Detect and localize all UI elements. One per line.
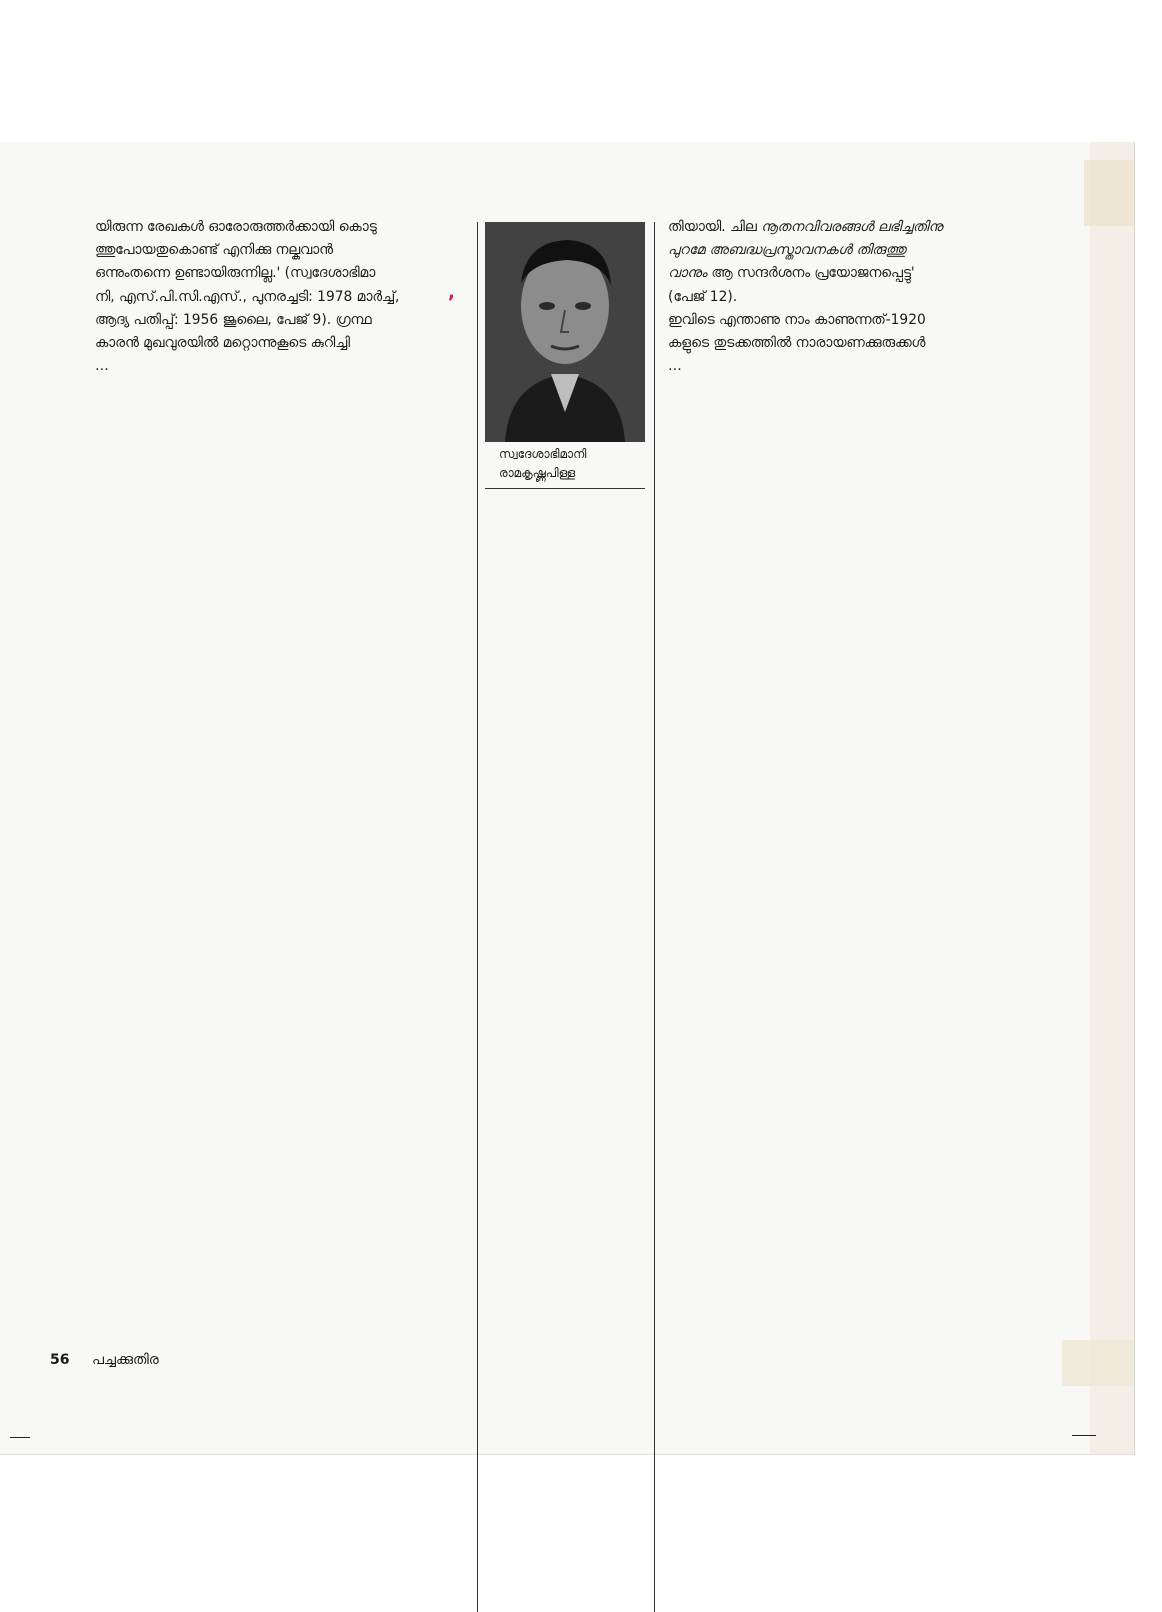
pen-annotation: ,	[448, 282, 455, 303]
article-column-right	[668, 216, 1040, 378]
portrait-image	[485, 222, 645, 442]
tape-mark-bottom	[1062, 1340, 1134, 1386]
photo-caption-box	[485, 442, 645, 489]
magazine-name: പച്ചക്കുതിര	[92, 1352, 159, 1368]
right-column-italic: നൂതനവിവരങ്ങൾ ലഭിച്ചതിനു പുറമേ അബദ്ധപ്രസ്താവനകൾ തിരുത്തു വാനും	[668, 219, 943, 282]
crop-mark-right	[1072, 1435, 1096, 1436]
tape-mark-top	[1084, 160, 1134, 226]
column-divider-left	[477, 222, 478, 1612]
column-divider-right	[654, 222, 655, 1612]
scan-edge-strip	[1090, 142, 1134, 1454]
portrait-photo	[485, 222, 645, 442]
right-column-text-a: തിയായി. ചില	[668, 219, 762, 235]
page-number: 56	[50, 1352, 70, 1368]
right-column-text-b: ആ സന്ദർശനം പ്രയോജനപ്പെട്ടു' (പേജ് 12). ഇവിടെ എന്താണു നാം കാണുന്നത്-1920 കളുടെ തുടക്കത്തിൽ നാരായണക്കുരുക്കൾ …	[668, 265, 926, 375]
article-column-left: യിരുന്ന രേഖകൾ ഓരോരുത്തർക്കായി കൊടു ത്തുപോയതുകൊണ്ട് എനിക്കു നല്കുവാൻ ഒന്നുംതന്നെ ഉണ്ടായിരുന്നില്ല.' (സ്വദേശാഭിമാ നി, എസ്.പി.സി.എസ്., പുനരച്ചടി: 1978 മാർച്ച്, ആദ്യ പതിപ്പ്: 1956 ജൂലൈ, പേജ് 9). ഗ്രന്ഥ കാരൻ മുഖവുരയിൽ മറ്റൊന്നുകൂടെ കുറിച്ചി …	[95, 219, 400, 375]
photo-caption: സ്വദേശാഭിമാനി രാമകൃഷ്ണപിള്ള	[499, 447, 587, 480]
crop-mark-left	[10, 1437, 30, 1438]
